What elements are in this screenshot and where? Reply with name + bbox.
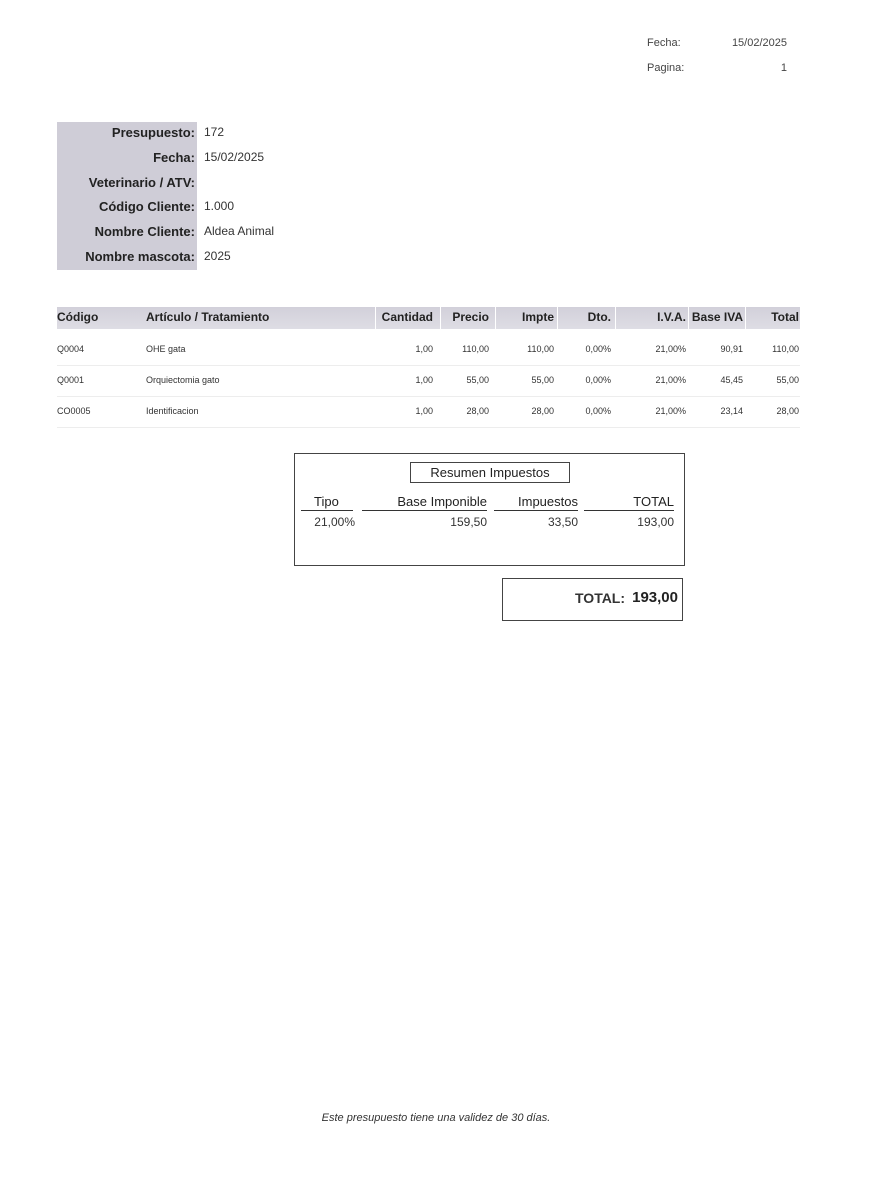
col-header-cantidad: Cantidad [381, 310, 433, 324]
cell-cantidad: 1,00 [415, 375, 433, 385]
fecha-value: 15/02/2025 [204, 150, 265, 164]
cell-articulo: OHE gata [146, 344, 186, 354]
cell-base-iva: 23,14 [720, 406, 743, 416]
tax-summary-title: Resumen Impuestos [410, 462, 570, 483]
table-row [57, 367, 800, 397]
tax-header-base-imponible-text: Base Imponible [397, 494, 487, 509]
cell-cantidad: 1,00 [415, 406, 433, 416]
grand-total-box [502, 578, 683, 621]
cell-dto: 0,00% [585, 375, 611, 385]
cell-impte: 110,00 [527, 344, 554, 354]
underline [494, 510, 578, 511]
cell-total: 55,00 [776, 375, 799, 385]
cell-total: 28,00 [776, 406, 799, 416]
col-header-iva: I.V.A. [657, 310, 686, 324]
nombre-cliente-value: Aldea Animal [204, 224, 275, 238]
fecha-label: Fecha: [153, 150, 195, 165]
cell-precio: 28,00 [466, 406, 489, 416]
tax-value-total: 193,00 [637, 515, 674, 529]
presupuesto-label: Presupuesto: [111, 125, 195, 140]
cell-precio: 110,00 [462, 344, 489, 354]
tax-value-impuestos: 33,50 [547, 515, 578, 529]
col-header-precio: Precio [452, 310, 489, 324]
cell-base-iva: 90,91 [720, 344, 743, 354]
nombre-mascota-value: 2025 [204, 249, 231, 263]
info-row-codigo-cliente [57, 199, 357, 223]
tax-header-impuestos-text: Impuestos [518, 494, 578, 509]
tax-summary-box [294, 453, 685, 566]
col-header-base-iva: Base IVA [691, 310, 743, 324]
info-row-nombre-cliente [57, 224, 357, 248]
underline [584, 510, 674, 511]
tax-value-tipo: 21,00% [314, 515, 355, 529]
col-header-dto: Dto. [587, 310, 611, 324]
cell-dto: 0,00% [585, 406, 611, 416]
page-number-value: 1 [780, 62, 787, 74]
tax-header-impuestos [494, 494, 578, 509]
cell-precio: 55,00 [466, 375, 489, 385]
nombre-mascota-label: Nombre mascota: [85, 249, 195, 264]
cell-codigo: Q0001 [57, 375, 85, 385]
col-header-codigo: Código [57, 310, 99, 324]
col-header-impte: Impte [521, 310, 554, 324]
underline [301, 510, 353, 511]
tax-header-total [584, 494, 674, 509]
presupuesto-value: 172 [204, 125, 225, 139]
tax-value-base-imponible: 159,50 [450, 515, 487, 529]
info-row-nombre-mascota [57, 249, 357, 273]
validity-note: Este presupuesto tiene una validez de 30 días. [321, 1112, 551, 1124]
cell-total: 110,00 [772, 344, 799, 354]
tax-header-base-imponible [362, 494, 487, 509]
cell-impte: 55,00 [531, 375, 554, 385]
cell-codigo: Q0004 [57, 344, 85, 354]
cell-dto: 0,00% [585, 344, 611, 354]
info-row-fecha [57, 150, 357, 174]
cell-iva: 21,00% [655, 344, 686, 354]
tax-header-tipo-text: Tipo [314, 494, 339, 509]
info-row-veterinario [57, 175, 357, 199]
cell-iva: 21,00% [655, 375, 686, 385]
cell-base-iva: 45,45 [720, 375, 743, 385]
page-date-label: Fecha: [647, 37, 681, 49]
cell-iva: 21,00% [655, 406, 686, 416]
page-number-label: Pagina: [647, 62, 685, 74]
table-row [57, 336, 800, 366]
page-date-value: 15/02/2025 [731, 37, 787, 49]
cell-codigo: CO0005 [57, 406, 91, 416]
cell-impte: 28,00 [531, 406, 554, 416]
codigo-cliente-value: 1.000 [204, 199, 235, 213]
tax-header-total-text: TOTAL [633, 494, 674, 509]
tax-header-tipo [301, 494, 353, 509]
grand-total-value: 193,00 [632, 589, 678, 606]
codigo-cliente-label: Código Cliente: [98, 199, 195, 214]
info-row-presupuesto [57, 125, 357, 149]
col-header-total: Total [771, 310, 799, 324]
underline [362, 510, 487, 511]
veterinario-label: Veterinario / ATV: [88, 175, 195, 190]
table-row [57, 398, 800, 428]
grand-total-label: TOTAL: [575, 590, 626, 606]
nombre-cliente-label: Nombre Cliente: [94, 224, 195, 239]
col-header-articulo: Artículo / Tratamiento [146, 310, 270, 324]
cell-articulo: Orquiectomia gato [146, 375, 220, 385]
cell-articulo: Identificacion [146, 406, 199, 416]
cell-cantidad: 1,00 [415, 344, 433, 354]
